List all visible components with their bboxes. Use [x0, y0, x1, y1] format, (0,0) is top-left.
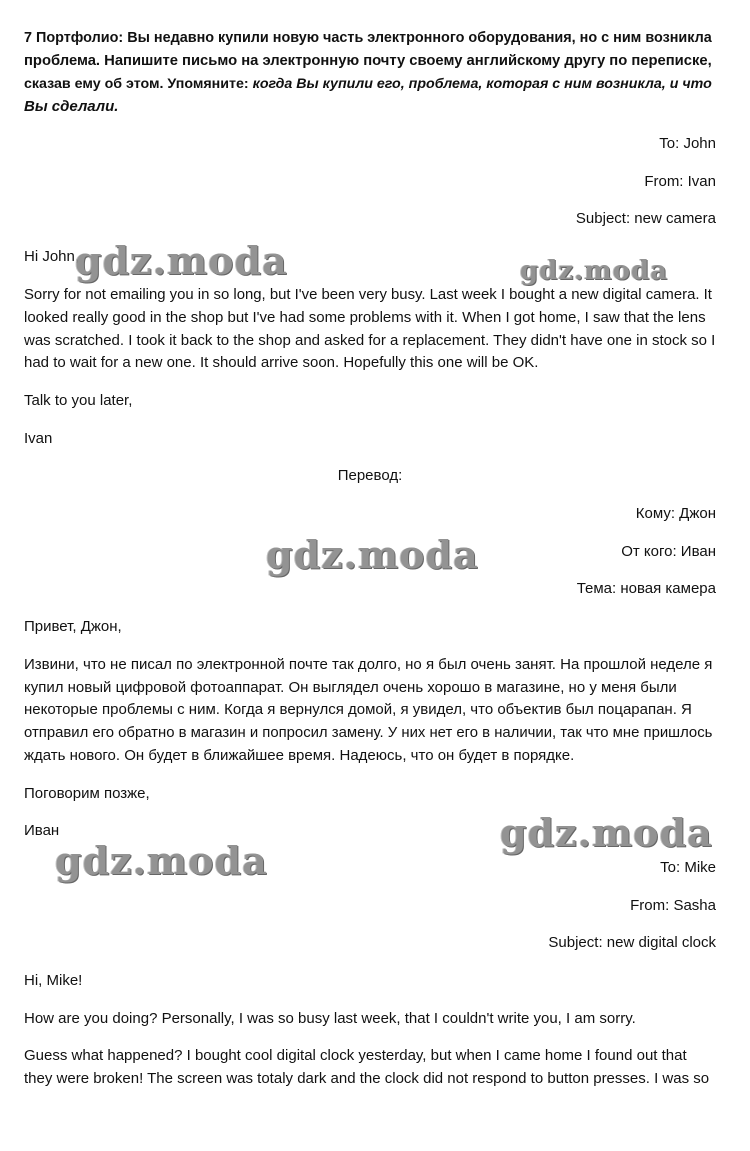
- translation-closing: Поговорим позже,: [24, 785, 150, 802]
- task-line-1: [24, 27, 716, 49]
- task-text-1: Вы недавно купили новую часть электронного оборудования, но с ним возникла: [127, 30, 712, 46]
- watermark-logo: gdz.moda: [520, 256, 669, 286]
- email1-subject: Subject: new camera: [575, 210, 716, 227]
- translation-heading: Перевод:: [337, 467, 403, 484]
- email1-body-line: was scratched. I took it back to the shop and asked for a replacement. They didn't have one in stock so I: [24, 332, 716, 349]
- task-number: 7 Портфолио:: [24, 30, 124, 46]
- email1-to: To: John: [659, 135, 716, 152]
- watermark-logo: gdz.moda: [266, 532, 479, 577]
- translation-body-line: купил новый цифровой фотоаппарат. Он выглядел очень хорошо в магазине, но у меня были: [24, 679, 677, 696]
- translation-signature: Иван: [24, 822, 60, 839]
- translation-body-line: отправил его обратно в магазин и попросил замену. У них нет его в наличии, так что мне пришлось: [24, 725, 713, 741]
- translation-body-line: некоторые проблемы с ним. Когда я вернулся домой, я увидел, что объектив был поцарапан. Я: [24, 701, 692, 718]
- email2-greeting: Hi, Mike!: [24, 972, 83, 989]
- email1-body-line: Sorry for not emailing you in so long, but I've been very busy. Last week I bought a new digital camera. It: [24, 287, 712, 303]
- email1-body-line: had to wait for a new one. It should arrive soon. Hopefully this one will be OK.: [24, 354, 539, 371]
- email2-body-line: they were broken! The screen was totaly dark and the clock did not respond to button presses. I was so: [24, 1070, 710, 1087]
- email2-to: To: Mike: [660, 859, 716, 876]
- email1-closing: Talk to you later,: [24, 392, 133, 409]
- email1-from: From: Ivan: [644, 173, 716, 190]
- task-line-2: проблема. Напишите письмо на электронную почту своему английскому другу по переписке,: [24, 53, 712, 69]
- watermark-logo: gdz.moda: [500, 810, 713, 855]
- translation-subject: Тема: новая камера: [576, 580, 716, 597]
- watermark-logo: gdz.moda: [75, 238, 288, 283]
- email2-paragraph-1: How are you doing? Personally, I was so busy last week, that I couldn't write you, I am sorry.: [24, 1010, 636, 1027]
- translation-greeting: Привет, Джон,: [24, 618, 122, 635]
- email1-greeting: Hi John,: [24, 248, 80, 265]
- email2-from: From: Sasha: [630, 897, 716, 914]
- task-mention-label: сказав ему об этом. Упомяните:: [24, 76, 249, 92]
- email1-signature: Ivan: [24, 430, 53, 447]
- watermark-logo: gdz.moda: [55, 838, 268, 883]
- email1-body-line: looked really good in the shop but I've had some problems with it. When I got home, I saw that the lens: [24, 309, 706, 326]
- task-line-3: [24, 73, 716, 95]
- translation-body-line: ждать нового. Он будет в ближайшее время. Надеюсь, что он будет в порядке.: [24, 747, 575, 764]
- email2-subject: Subject: new digital clock: [548, 934, 716, 951]
- task-mention-items: когда Вы купили его, проблема, которая с ним возникла, и что: [252, 76, 712, 92]
- email2-body-line: Guess what happened? I bought cool digital clock yesterday, but when I came home I found out that: [24, 1047, 687, 1064]
- translation-to: Кому: Джон: [635, 505, 716, 522]
- task-line-4: Вы сделали.: [24, 98, 119, 115]
- translation-body-line: Извини, что не писал по электронной почте так долго, но я был очень занят. На прошлой неделе я: [24, 656, 713, 673]
- translation-from: От кого: Иван: [621, 543, 716, 560]
